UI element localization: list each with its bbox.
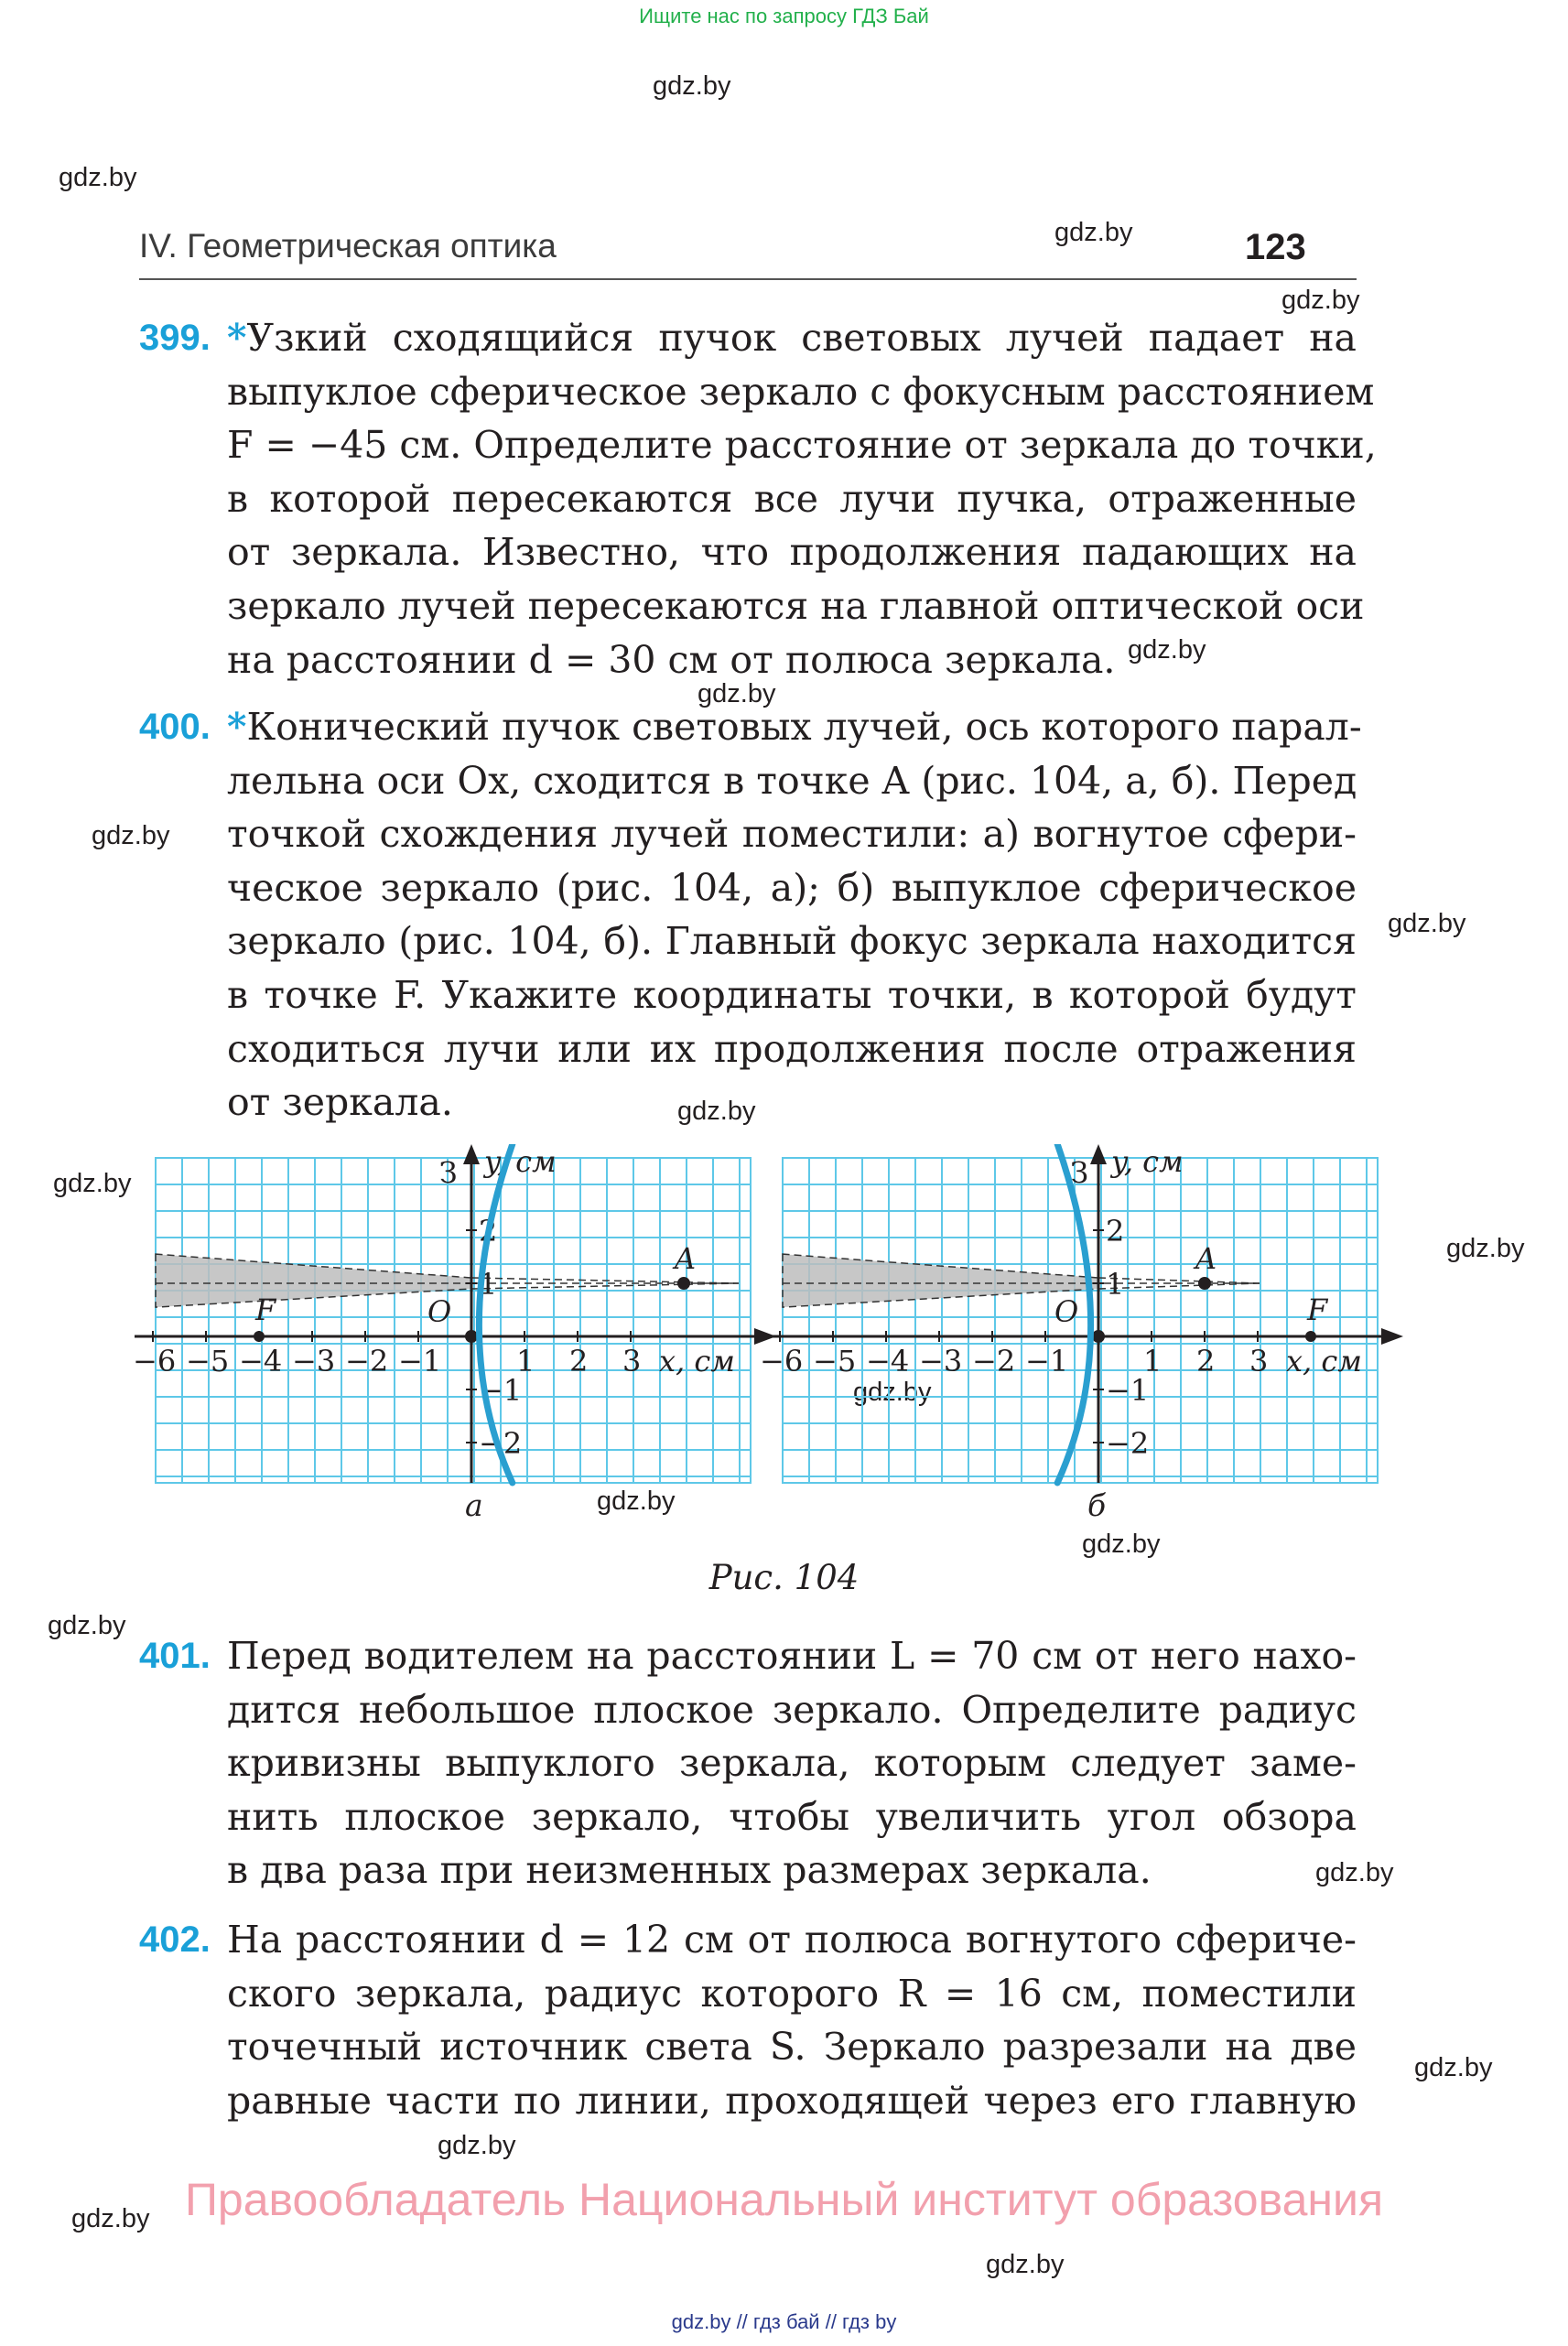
x-tick-label: −4	[239, 1344, 283, 1378]
x-tick-label: −3	[292, 1344, 336, 1378]
x-tick-label: −2	[972, 1344, 1016, 1378]
x-tick-label: −5	[813, 1344, 857, 1378]
x-tick-label: 3	[1249, 1344, 1269, 1378]
point-a-label: A	[1195, 1241, 1217, 1276]
light-beam	[783, 1254, 1098, 1307]
page-number: 123	[1245, 227, 1306, 267]
problem-text-line: лельна оси Ox, сходится в точке A (рис. 104, а, б). Перед	[227, 758, 1357, 803]
copyright-notice: Правообладатель Национальный институт образования	[184, 2174, 1384, 2225]
y-axis-arrow	[463, 1144, 480, 1164]
problem-text-line: на расстоянии d = 30 см от полюса зеркала.	[227, 637, 1116, 682]
light-beam	[156, 1254, 471, 1307]
x-axis-label: x, см	[1286, 1344, 1362, 1378]
x-tick-label: 1	[516, 1344, 535, 1378]
point-a	[1198, 1277, 1211, 1290]
star-marker: *	[227, 316, 247, 360]
figure-panel-b	[760, 1144, 1419, 1492]
x-tick-label: −2	[345, 1344, 389, 1378]
watermark: gdz.by	[1054, 218, 1133, 247]
x-axis-label: x, см	[659, 1344, 735, 1378]
header-rule	[139, 278, 1357, 280]
problem-number: 401.	[139, 1636, 211, 1676]
watermark: gdz.by	[1128, 635, 1206, 665]
x-tick-label: −1	[398, 1344, 442, 1378]
watermark: gdz.by	[1414, 2053, 1493, 2082]
footer-links: gdz.by // гдз бай // гдз by	[671, 2310, 897, 2333]
figure-sublabel-b: б	[1087, 1487, 1107, 1523]
problem-text-line: от зеркала.	[227, 1080, 453, 1125]
problem-number: 402.	[139, 1919, 211, 1960]
problem-text-line: зеркало лучей пересекаются на главной оптической оси	[227, 584, 1365, 628]
x-tick-label: −5	[186, 1344, 230, 1378]
problem-text-line: выпуклое сферическое зеркало с фокусным расстоянием	[227, 369, 1375, 414]
search-banner: Ищите нас по запросу ГДЗ Бай	[639, 5, 929, 27]
problem-text-line: от зеркала. Известно, что продолжения падающих на	[227, 530, 1357, 575]
focus-point	[1305, 1331, 1316, 1342]
origin-point	[1092, 1330, 1105, 1343]
x-tick-label: −3	[919, 1344, 963, 1378]
problem-text-line: сходиться лучи или их продолжения после отражения	[227, 1026, 1357, 1071]
focus-label: F	[1307, 1292, 1328, 1327]
problem-text-line: в точке F. Укажите координаты точки, в которой будут	[227, 973, 1357, 1017]
watermark: gdz.by	[677, 1097, 756, 1126]
y-axis-label: y, см	[484, 1144, 557, 1179]
problem-text-line: зеркало (рис. 104, б). Главный фокус зеркала находится	[227, 919, 1357, 964]
chapter-title: IV. Геометрическая оптика	[139, 227, 557, 265]
y-tick-label: −2	[1106, 1426, 1150, 1461]
watermark: gdz.by	[1315, 1858, 1394, 1887]
grid-frame	[156, 1158, 751, 1483]
x-axis-arrow	[1381, 1328, 1403, 1345]
problem-text-line: точечный источник света S. Зеркало разрезали на две	[227, 2025, 1357, 2070]
x-tick-label: −6	[760, 1344, 804, 1378]
problem-text-line: в два раза при неизменных размерах зеркала.	[227, 1848, 1152, 1893]
problem-text-line: дится небольшое плоское зеркало. Определите радиус	[227, 1687, 1357, 1732]
problem-text-line	[227, 700, 1362, 754]
problem-text: Конический пучок световых лучей, ось которого парал-	[246, 705, 1362, 749]
watermark: gdz.by	[986, 2250, 1065, 2279]
y-tick-label: 1	[1106, 1267, 1125, 1302]
x-tick-label: 2	[569, 1344, 589, 1378]
problem-number: 400.	[139, 707, 211, 747]
mirror-label: З	[1070, 1155, 1089, 1190]
watermark: gdz.by	[48, 1611, 126, 1640]
x-tick-label: 1	[1143, 1344, 1162, 1378]
watermark: gdz.by	[59, 163, 137, 192]
problem-text-line: в которой пересекаются все лучи пучка, отраженные	[227, 476, 1357, 521]
problem-text-line: равные части по линии, проходящей через его главную	[227, 2078, 1357, 2123]
star-marker: *	[227, 705, 247, 749]
watermark: gdz.by	[1446, 1234, 1525, 1263]
y-tick-label: 2	[1106, 1214, 1125, 1249]
origin-label: O	[1054, 1294, 1079, 1329]
watermark: gdz.by	[1082, 1530, 1161, 1559]
watermark: gdz.by	[92, 821, 170, 850]
figure-sublabel-a: а	[465, 1487, 483, 1523]
watermark: gdz.by	[53, 1169, 132, 1198]
problem-text: Узкий сходящийся пучок световых лучей падает на	[246, 316, 1357, 360]
watermark: gdz.by	[71, 2204, 150, 2233]
origin-label: O	[427, 1294, 452, 1329]
y-axis-label: y, см	[1111, 1144, 1184, 1179]
problem-text-line: кривизны выпуклого зеркала, которым следует заме-	[227, 1741, 1357, 1786]
x-tick-label: −6	[133, 1344, 177, 1378]
y-tick-label: −2	[479, 1426, 523, 1461]
problem-text-line: F = −45 см. Определите расстояние от зеркала до точки,	[227, 423, 1377, 468]
watermark: gdz.by	[697, 679, 776, 708]
problem-text-line: ческое зеркало (рис. 104, а); б) выпуклое сферическое	[227, 865, 1357, 910]
watermark: gdz.by	[438, 2131, 516, 2160]
mirror-label: З	[438, 1155, 458, 1190]
focus-point	[254, 1331, 265, 1342]
watermark: gdz.by	[1388, 909, 1466, 938]
y-tick-label: 2	[479, 1214, 498, 1249]
problem-text-line: точкой схождения лучей поместили: а) вогнутое сфери-	[227, 812, 1357, 857]
beam-extension	[471, 1278, 739, 1283]
x-tick-label: −4	[866, 1344, 910, 1378]
figure-caption: Рис. 104	[708, 1558, 860, 1597]
problem-text-line: На расстоянии d = 12 см от полюса вогнутого сфериче-	[227, 1918, 1357, 1962]
point-a-label: A	[675, 1241, 697, 1276]
x-tick-label: 3	[622, 1344, 642, 1378]
problem-text-line: Перед водителем на расстоянии L = 70 см от него нахо-	[227, 1634, 1357, 1678]
watermark: gdz.by	[597, 1487, 676, 1516]
figure-panel-a	[133, 1144, 792, 1492]
y-tick-label: 1	[479, 1267, 498, 1302]
x-tick-label: −1	[1025, 1344, 1069, 1378]
problem-text-line: ского зеркала, радиус которого R = 16 см, поместили	[227, 1971, 1357, 2016]
origin-point	[465, 1330, 478, 1343]
watermark: gdz.by	[853, 1378, 932, 1407]
problem-number: 399.	[139, 318, 211, 358]
y-axis-arrow	[1090, 1144, 1107, 1164]
problem-text-line	[227, 311, 1357, 365]
grid-frame	[783, 1158, 1378, 1483]
y-tick-label: −1	[479, 1373, 523, 1408]
watermark: gdz.by	[653, 71, 731, 101]
focus-label: F	[255, 1292, 276, 1327]
y-tick-label: −1	[1106, 1373, 1150, 1408]
watermark: gdz.by	[1281, 286, 1360, 315]
problem-text-line: нить плоское зеркало, чтобы увеличить угол обзора	[227, 1794, 1357, 1839]
point-a	[677, 1277, 690, 1290]
beam-extension	[471, 1283, 739, 1289]
x-tick-label: 2	[1196, 1344, 1216, 1378]
